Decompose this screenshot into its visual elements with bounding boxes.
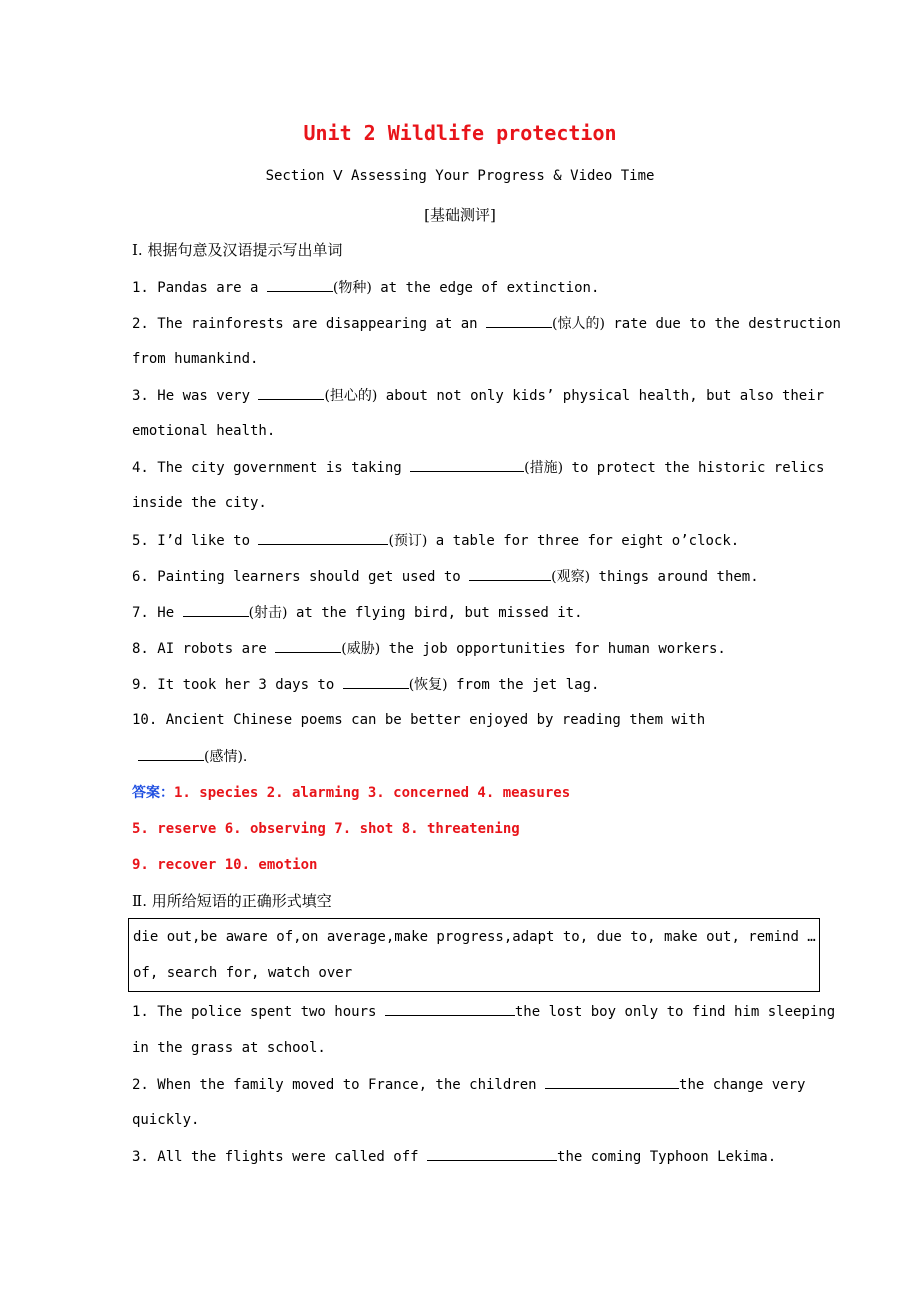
question-text: 10. Ancient Chinese poems can be better enjoyed by reading them with — [132, 712, 706, 728]
answer-line-2: 5. reserve 6. observing 7. shot 8. threatening — [132, 821, 520, 837]
question-text: 2. When the family moved to France, the children — [132, 1077, 546, 1093]
phrase-list-line-2: of, search for, watch over — [133, 965, 353, 981]
part2-question-3 — [132, 1146, 832, 1167]
question-7 — [132, 602, 832, 623]
question-5 — [132, 530, 832, 551]
question-text: 6. Painting learners should get used to — [132, 569, 470, 585]
question-text: 1. The police spent two hours — [132, 1004, 385, 1020]
question-text: 3. He was very — [132, 388, 259, 404]
answer-text: 1. species 2. alarming 3. concerned 4. measures — [174, 785, 571, 801]
question-text: the coming Typhoon Lekima. — [557, 1149, 777, 1165]
chinese-hint: (威胁) — [341, 641, 381, 657]
part1-heading: Ⅰ. 根据句意及汉语提示写出单词 — [132, 241, 343, 259]
question-6 — [132, 566, 832, 587]
chinese-hint: (感情). — [204, 749, 248, 765]
page-title: Unit 2 Wildlife protection — [303, 121, 617, 145]
chinese-hint: (射击) — [248, 605, 288, 621]
chinese-hint: (预订) — [388, 533, 428, 549]
page-subtitle: Section Ⅴ Assessing Your Progress & Video Time — [265, 168, 655, 184]
question-3 — [132, 385, 832, 406]
question-4-cont: inside the city. — [132, 495, 267, 511]
question-1 — [132, 277, 832, 298]
question-text: the job opportunities for human workers. — [380, 641, 726, 657]
question-text: at the edge of extinction. — [371, 280, 600, 296]
question-text: the change very — [679, 1077, 806, 1093]
answer-blank — [385, 1001, 515, 1016]
phrase-box — [128, 918, 820, 992]
question-3-cont: emotional health. — [132, 423, 276, 439]
question-text: 3. All the flights were called off — [132, 1149, 428, 1165]
answer-blank — [545, 1074, 679, 1089]
question-text: things around them. — [590, 569, 759, 585]
section-tag: [基础测评] — [424, 206, 496, 224]
question-10 — [132, 710, 832, 730]
chinese-hint: (措施) — [524, 460, 564, 476]
answer-blank — [410, 457, 524, 472]
question-text: 8. AI robots are — [132, 641, 276, 657]
question-text: at the flying bird, but missed it. — [287, 605, 583, 621]
answer-blank — [427, 1146, 557, 1161]
answer-blank — [183, 602, 249, 617]
part2-question-2 — [132, 1074, 832, 1095]
chinese-hint: (物种) — [332, 280, 372, 296]
question-2 — [132, 313, 841, 334]
answer-blank — [258, 385, 324, 400]
chinese-hint: (恢复) — [408, 677, 448, 693]
answer-line-3: 9. recover 10. emotion — [132, 857, 318, 873]
phrase-list-line-1: die out,be aware of,on average,make progress,adapt to, due to, make out, remind … — [133, 929, 816, 945]
question-text: 7. He — [132, 605, 183, 621]
answer-line-1 — [132, 783, 832, 803]
answer-blank — [275, 638, 341, 653]
question-text: 1. Pandas are a — [132, 280, 267, 296]
answer-label: 答案： — [132, 785, 174, 801]
question-2-cont: from humankind. — [132, 351, 259, 367]
part2-question-1 — [132, 1001, 836, 1022]
part2-heading: Ⅱ. 用所给短语的正确形式填空 — [132, 892, 332, 910]
answer-blank — [486, 313, 552, 328]
question-text: to protect the historic relics — [563, 460, 825, 476]
question-text: a table for three for eight o’clock. — [427, 533, 740, 549]
question-10-cont — [132, 746, 832, 767]
chinese-hint: (观察) — [551, 569, 591, 585]
question-text: 4. The city government is taking — [132, 460, 411, 476]
question-9 — [132, 674, 832, 695]
chinese-hint: (惊人的) — [552, 316, 605, 332]
question-text: about not only kids’ physical health, but also their — [377, 388, 825, 404]
question-text: the lost boy only to find him sleeping — [514, 1004, 836, 1020]
question-text: from the jet lag. — [447, 677, 600, 693]
answer-blank — [469, 566, 551, 581]
part2-question-1-cont: in the grass at school. — [132, 1040, 326, 1056]
question-8 — [132, 638, 832, 659]
part2-question-2-cont: quickly. — [132, 1112, 200, 1128]
question-text: 9. It took her 3 days to — [132, 677, 343, 693]
question-text: 5. I’d like to — [132, 533, 259, 549]
answer-blank — [267, 277, 333, 292]
chinese-hint: (担心的) — [324, 388, 378, 404]
question-text: 2. The rainforests are disappearing at an — [132, 316, 487, 332]
answer-blank — [138, 746, 204, 761]
answer-blank — [343, 674, 409, 689]
answer-blank — [258, 530, 388, 545]
question-4 — [132, 457, 832, 478]
question-text: rate due to the destruction — [604, 316, 841, 332]
